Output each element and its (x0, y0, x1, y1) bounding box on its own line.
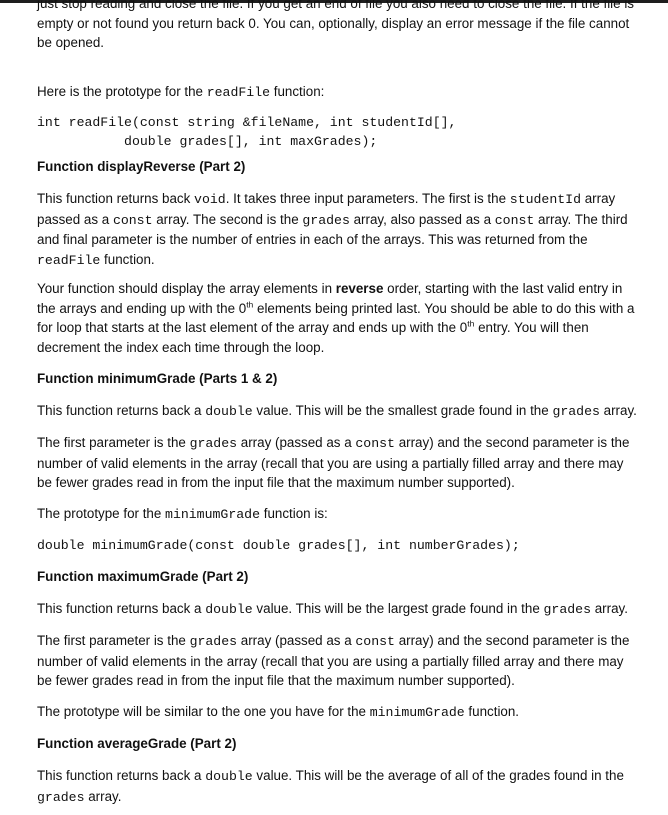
text-run: This function returns back a (37, 768, 206, 783)
text-run: array. The second is the (152, 211, 303, 227)
code-run: readFile (206, 85, 271, 100)
text-run: function: (270, 84, 325, 99)
maximumgrade-paragraph-2 (37, 631, 637, 691)
code-run: grades (543, 602, 591, 617)
readfile-paragraph (37, 0, 637, 53)
code-run: minimumGrade (165, 507, 260, 522)
text-run: The prototype will be similar to the one you have for the (37, 704, 370, 719)
text-run: function. (100, 251, 155, 267)
averagegrade-heading: Function averageGrade (Part 2) (37, 736, 237, 751)
code-run: double (205, 404, 253, 419)
displayreverse-paragraph-1 (37, 189, 637, 270)
text-run: array (passed as a (237, 633, 356, 648)
averagegrade-paragraph-1 (37, 766, 637, 807)
code-run: grades (189, 436, 238, 451)
text-run: function. (464, 704, 520, 719)
text-run: array passed as a (37, 191, 616, 227)
text-run: This function returns back (37, 191, 195, 206)
text-run: This function returns back a (37, 601, 206, 616)
text-run: array) and the second parameter is the number of valid elements in the array (recall that you are using a partially filled array and there may be fewer grades read in from the input file that the maximum number supported). (37, 435, 630, 490)
text-run: order, starting with the last valid entry in the arrays and ending up with the 0 (37, 281, 623, 316)
text-run: elements being printed last. You should be able to do this with a for loop that starts at the last element of the array and ends up with the 0 (37, 300, 635, 335)
code-run: const (355, 634, 395, 649)
maximumgrade-paragraph-1 (37, 599, 637, 620)
text-run: value. This will be the smallest grade found in the (252, 403, 553, 418)
text-run: array. (599, 403, 637, 418)
code-run: const (355, 436, 395, 451)
readfile-text: just stop reading and close the file. If you get an end of file you also need to close the file. If the file is empty or not found you return back 0. You can, optionally, display an error message if the file cannot be opened. (37, 0, 634, 50)
code-run: minimumGrade (369, 705, 465, 720)
readfile-prototype-intro (37, 82, 637, 103)
text-run: array, also passed as a (349, 211, 495, 227)
minimumgrade-prototype-intro (37, 504, 637, 525)
text-run: . It takes three input parameters. The first is the (225, 191, 510, 206)
code-run: const (112, 212, 153, 228)
code-line: int readFile(const string &fileName, int studentId[], (37, 115, 457, 130)
minimumgrade-paragraph-2 (37, 433, 637, 493)
displayreverse-heading: Function displayReverse (Part 2) (37, 159, 246, 174)
text-run: function is: (260, 506, 328, 521)
code-run: grades (37, 789, 85, 805)
text-run: array. The third and final parameter is the number of entries in each of the arrays. This was returned from the (37, 211, 628, 247)
emphasis-run: reverse (335, 281, 384, 296)
text-run: array) and the second parameter is the number of valid elements in the array (recall that you are using a partially filled array and there may be fewer grades read in from the input file that the maximum number supported). (37, 633, 630, 688)
text-run: This function returns back a (37, 403, 206, 418)
text-run: The first parameter is the (37, 435, 190, 450)
text-run: The prototype for the (37, 506, 166, 521)
code-run: const (494, 212, 535, 228)
text-run: array (passed as a (237, 435, 356, 450)
code-run: studentId (509, 192, 581, 207)
maximumgrade-prototype-note (37, 702, 637, 723)
code-line: double grades[], int maxGrades); (37, 134, 378, 149)
minimumgrade-heading: Function minimumGrade (Parts 1 & 2) (37, 371, 278, 386)
text-run: The first parameter is the (37, 633, 190, 648)
displayreverse-paragraph-2 (37, 279, 637, 357)
maximumgrade-heading: Function maximumGrade (Part 2) (37, 569, 249, 584)
text-run: array. (591, 601, 628, 616)
text-run: Your function should display the array elements in (37, 281, 336, 296)
text-run: value. This will be the average of all of the grades found in the (252, 768, 624, 783)
readfile-prototype-code (37, 113, 637, 151)
text-run: value. This will be the largest grade found in the (252, 601, 544, 616)
code-run: grades (302, 212, 350, 228)
code-run: double (205, 602, 253, 617)
text-run: array. (84, 788, 122, 804)
minimumgrade-paragraph-1 (37, 401, 637, 422)
code-run: void (194, 192, 226, 207)
text-run: Here is the prototype for the (37, 84, 207, 99)
text-run: entry. You will then decrement the index each time through the loop. (37, 320, 589, 355)
code-run: double (205, 769, 253, 784)
code-run: grades (189, 634, 238, 649)
code-run: grades (552, 404, 600, 419)
code-run: readFile (37, 252, 101, 268)
superscript: th (246, 299, 254, 310)
minimumgrade-prototype-code: double minimumGrade(const double grades[], int numberGrades); (37, 538, 520, 553)
superscript: th (467, 318, 475, 329)
